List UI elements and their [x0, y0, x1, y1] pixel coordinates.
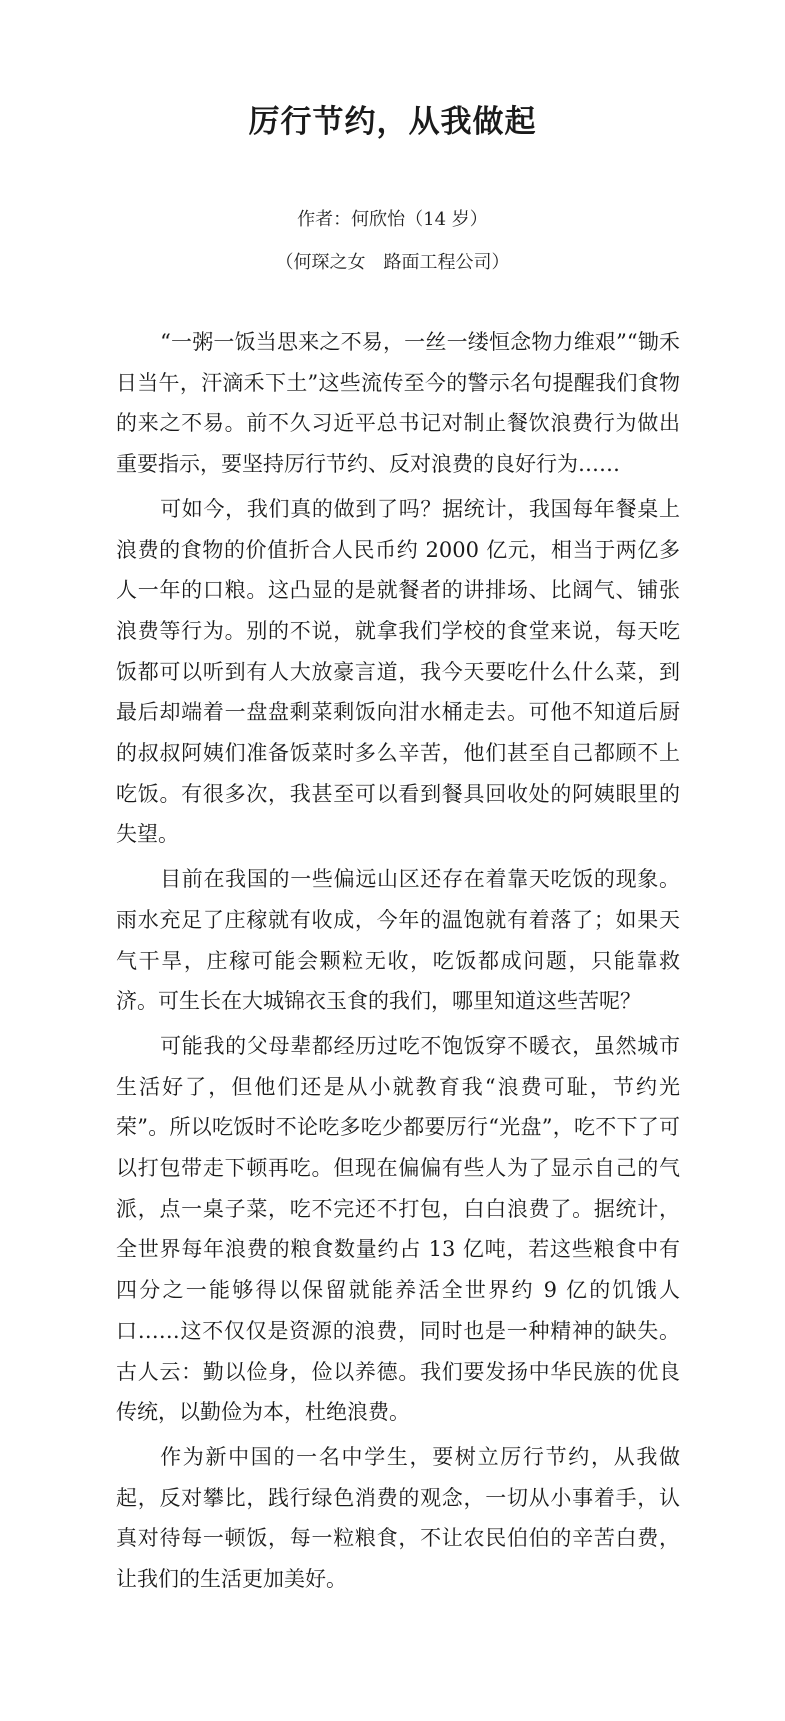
- paragraph-5: 作为新中国的一名中学生，要树立厉行节约，从我做起，反对攀比，践行绿色消费的观念，一切从小事着手，认真对待每一顿饭，每一粒粮食，不让农民伯伯的辛苦白费，让我们的生活更加美好。: [116, 1444, 680, 1592]
- essay-body: [116, 322, 680, 1604]
- affiliation-line: （何琛之女 路面工程公司）: [275, 252, 510, 273]
- paragraph-3: 目前在我国的一些偏远山区还存在着靠天吃饭的现象。雨水充足了庄稼就有收成，今年的温饱就有着落了；如果天气干旱，庄稼可能会颗粒无收，吃饭都成问题，只能靠救济。可生长在大城锦衣玉食的我们，哪里知道这些苦呢？: [116, 867, 680, 1014]
- paragraph-1: “一粥一饭当思来之不易，一丝一缕恒念物力维艰”“锄禾日当午，汗滴禾下土”这些流传至今的警示名句提醒我们食物的来之不易。前不久习近平总书记对制止餐饮浪费行为做出重要指示，要坚持厉行节约、反对浪费的良好行为……: [116, 330, 680, 477]
- paragraph-4: 可能我的父母辈都经历过吃不饱饭穿不暖衣，虽然城市生活好了，但他们还是从小就教育我“浪费可耻，节约光荣”。所以吃饭时不论吃多吃少都要厉行“光盘”，吃不下了可以打包带走下顿再吃。但现在偏偏有些人为了显示自己的气派，点一桌子菜，吃不完还不打包，白白浪费了。据统计，全世界每年浪费的粮食数量约占 13 亿吨，若这些粮食中有四分之一能够得以保留就能养活全世界约 9 亿的饥饿人口……这不仅仅是资源的浪费，同时也是一种精神的缺失。古人云：勤以俭身，俭以养德。我们要发扬中华民族的优良传统，以勤俭为本，杜绝浪费。: [116, 1033, 680, 1425]
- essay-title: 厉行节约，从我做起: [248, 104, 537, 140]
- author-line: 作者：何欣怡（14 岁）: [297, 209, 488, 230]
- paragraph-2: 可如今，我们真的做到了吗？据统计，我国每年餐桌上浪费的食物的价值折合人民币约 2000 亿元，相当于两亿多人一年的口粮。这凸显的是就餐者的讲排场、比阔气、铺张浪费等行为。别的不说，就拿我们学校的食堂来说，每天吃饭都可以听到有人大放豪言道，我今天要吃什么什么菜，到最后却端着一盘盘剩菜剩饭向泔水桶走去。可他不知道后厨的叔叔阿姨们准备饭菜时多么辛苦，他们甚至自己都顾不上吃饭。有很多次，我甚至可以看到餐具回收处的阿姨眼里的失望。: [116, 496, 680, 847]
